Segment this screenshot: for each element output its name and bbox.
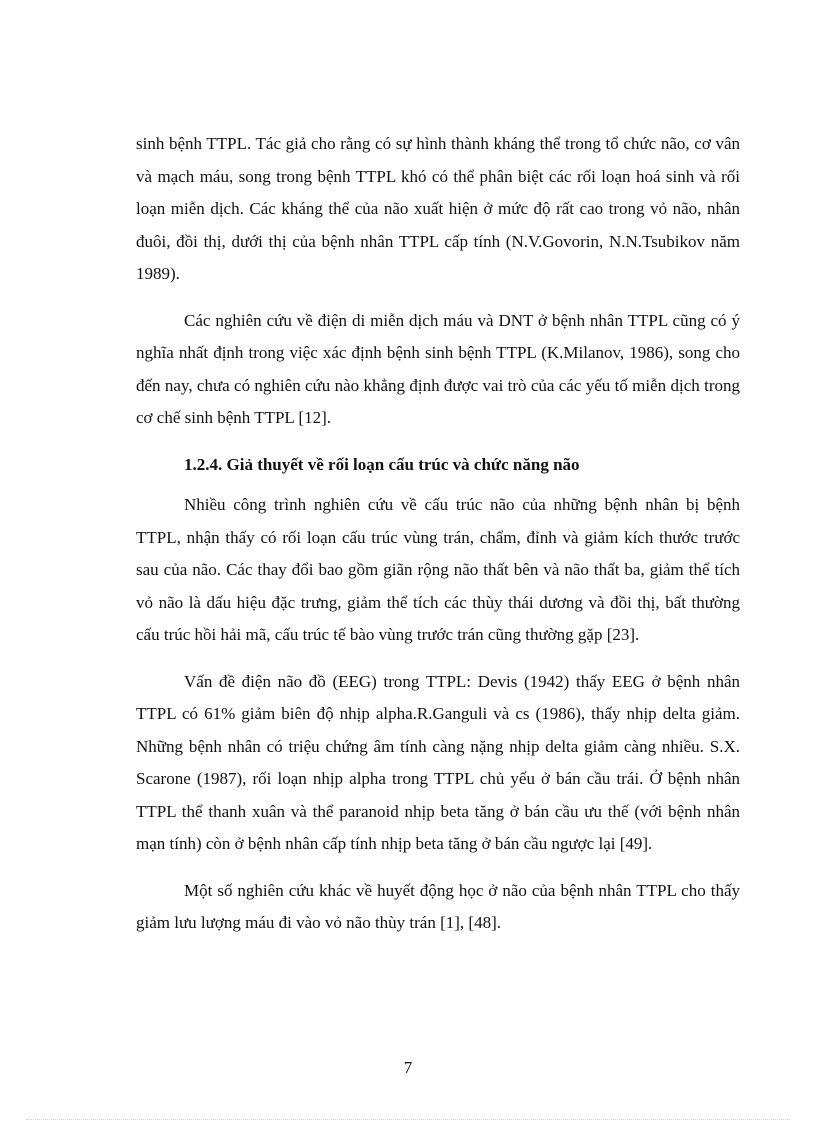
page-bottom-divider: [26, 1119, 790, 1120]
page-number: 7: [403, 1058, 413, 1077]
paragraph-4: Vấn đề điện não đồ (EEG) trong TTPL: Devis (1942) thấy EEG ở bệnh nhân TTPL có 61% giảm biên độ nhịp alpha.R.Ganguli và cs (1986), thấy nhịp delta giảm. Những bệnh nhân có triệu chứng âm tính càng nặng nhịp delta giảm càng nhiều. S.X. Scarone (1987), rối loạn nhịp alpha trong TTPL chủ yếu ở bán cầu trái. Ở bệnh nhân TTPL thể thanh xuân và thể paranoid nhịp beta tăng ở bán cầu ưu thế (với bệnh nhân mạn tính) còn ở bệnh nhân cấp tính nhịp beta tăng ở bán cầu ngược lại [49].: [136, 671, 740, 853]
paragraph-5: Một số nghiên cứu khác về huyết động học ở não của bệnh nhân TTPL cho thấy giảm lưu lượng máu đi vào vỏ não thùy trán [1], [48].: [136, 880, 740, 932]
paragraph-2: Các nghiên cứu về điện di miễn dịch máu và DNT ở bệnh nhân TTPL cũng có ý nghĩa nhất định trong việc xác định bệnh sinh bệnh TTPL (K.Milanov, 1986), song cho đến nay, chưa có nghiên cứu nào khẳng định được vai trò của các yếu tố miễn dịch trong cơ chế sinh bệnh TTPL [12].: [136, 310, 740, 427]
paragraph-1: sinh bệnh TTPL. Tác giả cho rằng có sự hình thành kháng thể trong tổ chức não, cơ vân và mạch máu, song trong bệnh TTPL khó có thể phân biệt các rối loạn hoá sinh và rối loạn miễn dịch. Các kháng thể của não xuất hiện ở mức độ rất cao trong vỏ não, nhân đuôi, đồi thị, dưới thị của bệnh nhân TTPL cấp tính (N.V.Govorin, N.N.Tsubikov năm 1989).: [136, 134, 740, 283]
paragraph-3: Nhiều công trình nghiên cứu về cấu trúc não của những bệnh nhân bị bệnh TTPL, nhận thấy có rối loạn cấu trúc vùng trán, chẩm, đỉnh và giảm kích thước trước sau của não. Các thay đổi bao gồm giãn rộng não thất bên và não thất ba, giảm thể tích vỏ não là dấu hiệu đặc trưng, giảm thể tích các thùy thái dương và đồi thị, bất thường cấu trúc hồi hải mã, cấu trúc tế bào vùng trước trán cũng thường gặp [23].: [136, 495, 740, 644]
section-heading: 1.2.4. Giả thuyết về rối loạn cấu trúc và chức năng não: [184, 454, 580, 474]
body-text: [136, 128, 740, 954]
